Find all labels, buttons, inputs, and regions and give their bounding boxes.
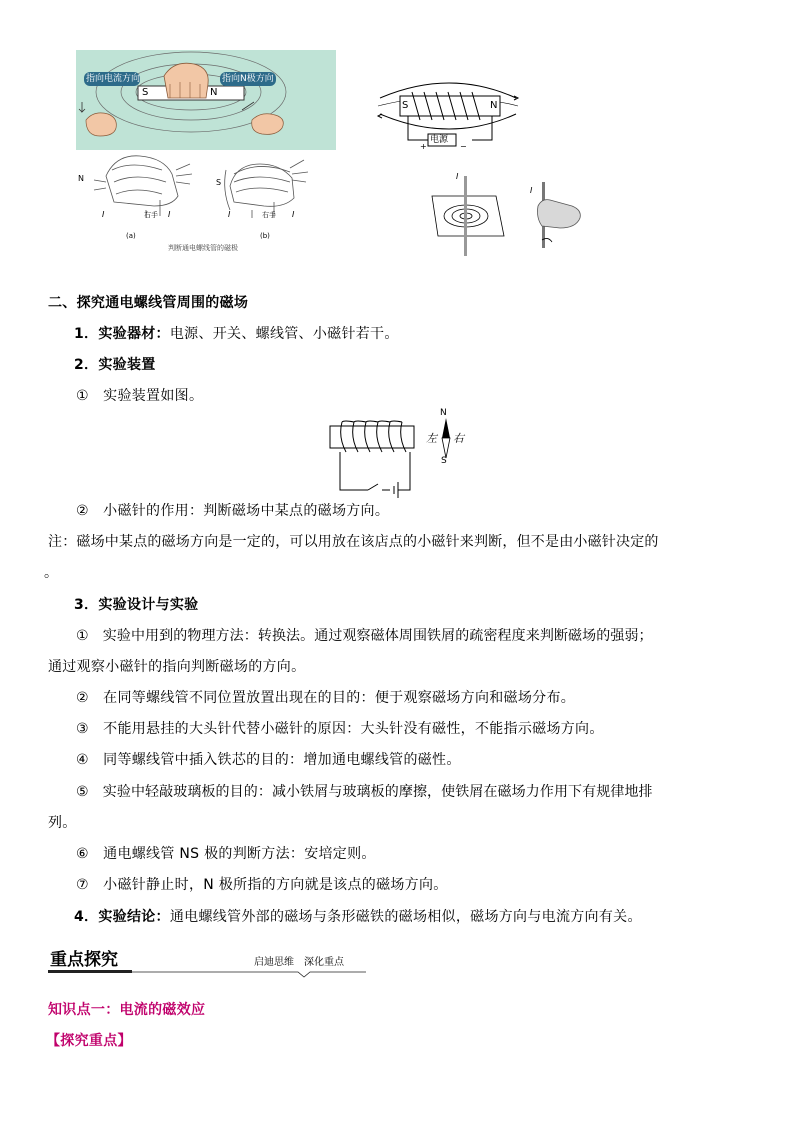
design-item-2: ② 在同等螺线管不同位置放置出现在的目的：便于观察磁场方向和磁场分布。 (76, 690, 576, 706)
hand-a-n-label: N (78, 174, 84, 183)
item-4 (74, 907, 642, 927)
figure-straight-wire-field (428, 172, 508, 258)
straight-wire-diagram (428, 172, 508, 258)
item-1-label: 1．实验器材： (74, 326, 170, 342)
magnet-n-label: N (210, 87, 218, 98)
compass-s-label: S (441, 456, 447, 466)
figure-a-label: (a) (126, 232, 136, 240)
item-3-label: 3．实验设计与实验 (74, 597, 199, 613)
key-points-header (48, 946, 366, 976)
note-line-1: 注：磁场中某点的磁场方向是一定的，可以用放在该店点的小磁针来判断，但不是由小磁针决定的 (48, 534, 659, 550)
label-current-direction: 指向电流方向 (86, 74, 141, 84)
power-minus-label: − (460, 142, 467, 151)
design-item-5-line-1: ⑤ 实验中轻敲玻璃板的目的：减小铁屑与玻璃板的摩擦，使铁屑在磁场力作用下有规律地排 (76, 784, 653, 800)
circle-item-1: ① 实验装置如图。 (76, 388, 204, 404)
figure-solenoid-circuit (376, 76, 522, 156)
figure-b-label: (b) (260, 232, 270, 240)
design-item-5-line-2: 列。 (48, 815, 77, 831)
knowledge-point-title: 知识点一：电流的磁效应 (48, 1002, 206, 1018)
solenoid-field-diagram (376, 76, 522, 156)
power-supply-label: 电源 (430, 135, 449, 145)
item-4-label: 4．实验结论： (74, 909, 170, 925)
right-hand-a-label: 右手 (144, 211, 158, 219)
power-plus-label: + (420, 142, 427, 151)
design-item-3: ③ 不能用悬挂的大头针代替小磁针的原因：大头针没有磁性，不能指示磁场方向。 (76, 721, 604, 737)
circle-item-2: ② 小磁针的作用：判断磁场中某点的磁场方向。 (76, 503, 390, 519)
solenoid-s-label: S (402, 100, 409, 111)
figure-hand-rule-magnet (76, 50, 336, 260)
key-points-subtitle: 启迪思维 深化重点 (254, 957, 344, 968)
apparatus-diagram (328, 410, 472, 498)
item-1-text: 电源、开关、螺线管、小磁针若干。 (169, 326, 399, 342)
design-item-7: ⑦ 小磁针静止时，N 极所指的方向就是该点的磁场方向。 (76, 877, 448, 893)
solenoid-n-label: N (490, 100, 498, 111)
item-4-text: 通电螺线管外部的磁场与条形磁铁的磁场相似，磁场方向与电流方向有关。 (169, 909, 642, 925)
current-a2-label: I (168, 210, 171, 219)
wire-current-label: I (456, 172, 459, 181)
item-1 (74, 324, 399, 344)
design-item-6: ⑥ 通电螺线管 NS 极的判断方法：安培定则。 (76, 846, 376, 862)
note-line-2: 。 (44, 565, 59, 581)
figure-caption: 判断通电螺线管的磁极 (168, 244, 238, 252)
section-heading: 二、探究通电螺线管周围的磁场 (48, 295, 249, 311)
hand-b-s-label: S (216, 178, 222, 187)
compass-n-label: N (440, 408, 447, 418)
label-north-direction: 指向N极方向 (222, 74, 274, 84)
header-underline (48, 970, 366, 978)
right-hand-grip-icon (524, 180, 588, 250)
explore-key-points-label: 【探究重点】 (46, 1033, 132, 1049)
design-item-1-line-2: 通过观察小磁针的指向判断磁场的方向。 (48, 659, 306, 675)
compass-left-label: 左 (426, 432, 437, 445)
current-b2-label: I (292, 210, 295, 219)
design-item-4: ④ 同等螺线管中插入铁芯的目的：增加通电螺线管的磁性。 (76, 752, 461, 768)
current-a1-label: I (102, 210, 105, 219)
design-item-1-line-1: ① 实验中用到的物理方法：转换法。通过观察磁体周围铁屑的疏密程度来判断磁场的强弱； (76, 628, 653, 644)
compass-right-label: 右 (453, 432, 464, 445)
figure-right-hand-wire (524, 180, 588, 250)
hand-current-label: I (530, 186, 533, 195)
item-2-label: 2．实验装置 (74, 357, 156, 373)
figure-apparatus (328, 410, 472, 498)
key-points-title: 重点探究 (50, 950, 118, 970)
current-b1-label: I (228, 210, 231, 219)
right-hand-b-label: 右手 (262, 211, 276, 219)
magnet-s-label: S (142, 87, 149, 98)
